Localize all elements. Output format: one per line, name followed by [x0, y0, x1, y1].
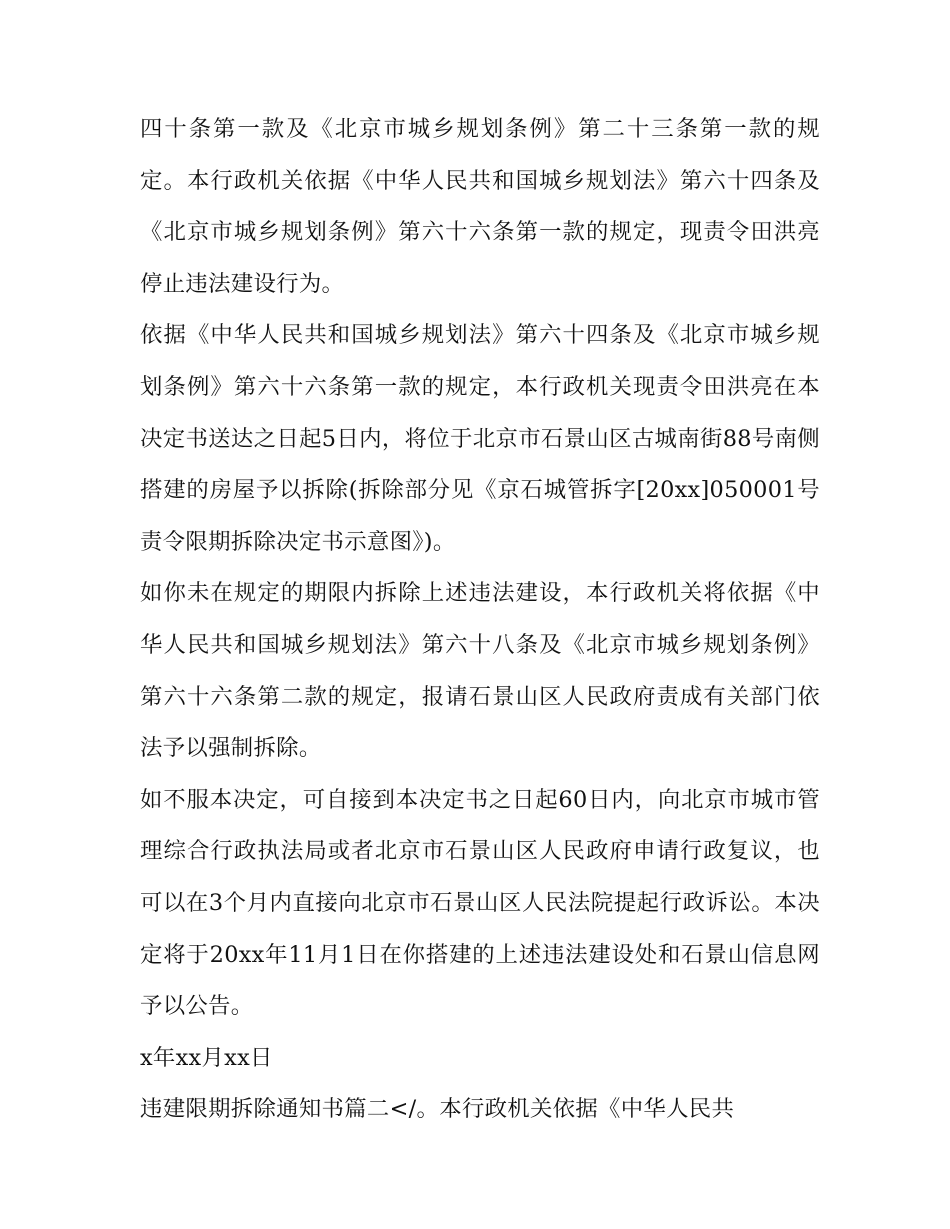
paragraph-legal-basis: 四十条第一款及《北京市城乡规划条例》第二十三条第一款的规定。本行政机关依据《中华人民共和国城乡规划法》第六十四条及《北京市城乡规划条例》第六十六条第一款的规定，现责令田洪亮停止违法建设行为。 — [140, 116, 820, 297]
document-body — [140, 104, 820, 1136]
paragraph-enforcement-warning: 如你未在规定的期限内拆除上述违法建设，本行政机关将依据《中华人民共和国城乡规划法》第六十八条及《北京市城乡规划条例》第六十六条第二款的规定，报请石景山区人民政府责成有关部门依法予以强制拆除。 — [140, 580, 820, 762]
next-section-heading: 违建限期拆除通知书篇二</。本行政机关依据《中华人民共 — [140, 1096, 735, 1123]
document-date: x年xx月xx日 — [140, 1044, 273, 1071]
paragraph-appeal-rights: 如不服本决定，可自接到本决定书之日起60日内，向北京市城市管理综合行政执法局或者北京市石景山区人民政府申请行政复议，也可以在3个月内直接向北京市石景山区人民法院提起行政诉讼。本决定将于20xx年11月1日在你搭建的上述违法建设处和石景山信息网予以公告。 — [140, 786, 820, 1020]
paragraph-demolition-order: 依据《中华人民共和国城乡规划法》第六十四条及《北京市城乡规划条例》第六十六条第一款的规定，本行政机关现责令田洪亮在本决定书送达之日起5日内，将位于北京市石景山区古城南街88号南侧搭建的房屋予以拆除(拆除部分见《京石城管拆字[20xx]050001号责令限期拆除决定书示意图》)。 — [140, 322, 820, 555]
